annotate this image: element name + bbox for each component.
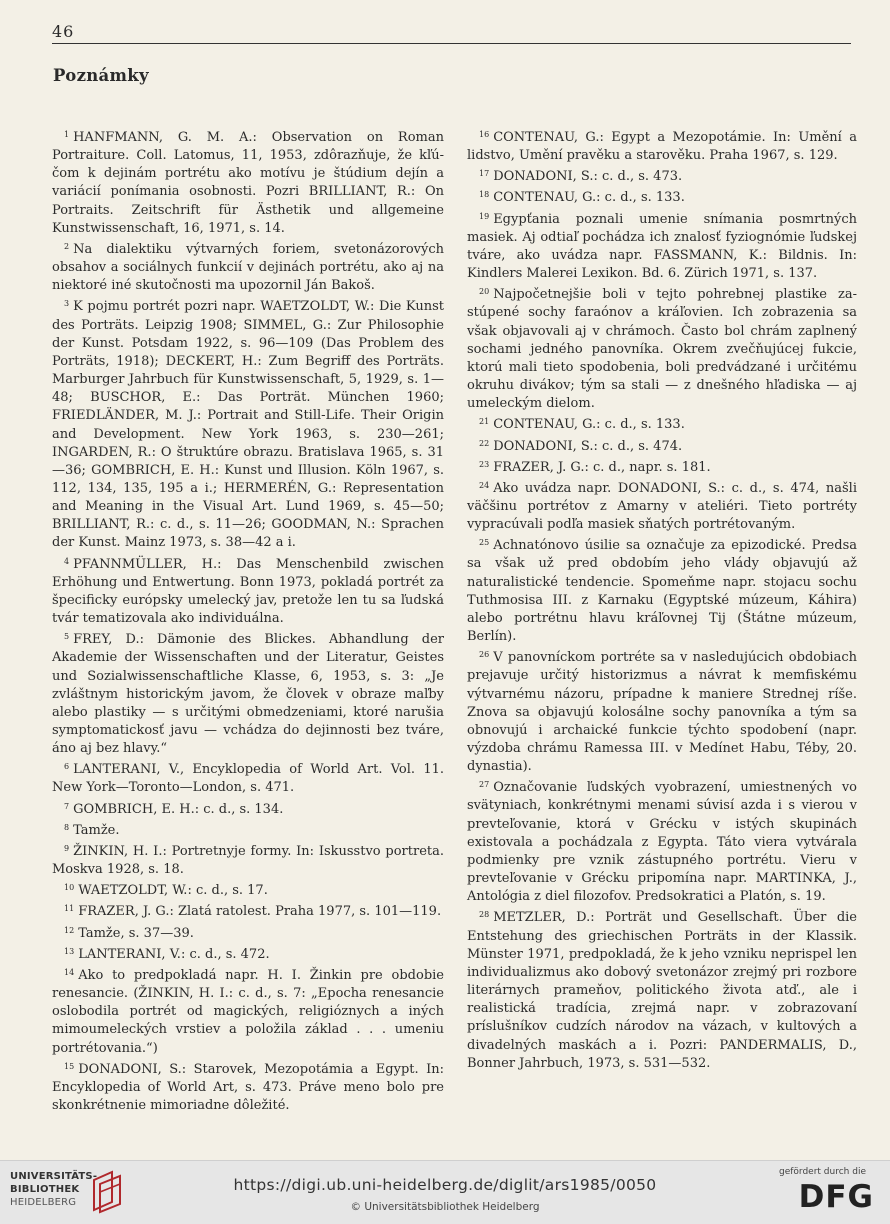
footnote xyxy=(467,126,857,165)
footnote-number: 1 xyxy=(64,130,70,139)
footnote xyxy=(52,964,444,1058)
footnote-text: PFANNMÜLLER, H.: Das Menschenbild zwischen Erhöhung und Entwertung. Bonn 1973, pokladá portrét za špecificky európsky umelecký jav, pretože len tu sa ľudská tvár tematizovala ako individuálna. xyxy=(52,556,444,627)
footnote xyxy=(52,628,444,758)
footnote xyxy=(467,283,857,413)
footnote-text: CONTENAU, G.: c. d., s. 133. xyxy=(493,417,685,433)
dfg-logo[interactable]: DFG xyxy=(798,1179,874,1215)
footnote-text: LANTERANI, V., Encyklopedia of World Art. Vol. 11. New York—Toronto—London, s. 471. xyxy=(52,762,444,796)
footnote xyxy=(467,456,857,477)
header-rule xyxy=(52,43,851,44)
copyright-text: © Universitätsbibliothek Heidelberg xyxy=(350,1201,540,1213)
footnote-number: 17 xyxy=(479,169,490,179)
footnote xyxy=(52,819,444,840)
footnote-text: ŽINKIN, H. I.: Portretnyje formy. In: Iskusstvo portreta. Moskva 1928, s. 18. xyxy=(52,843,444,878)
footnote-text: Tamže, s. 37—39. xyxy=(78,925,194,941)
footnote-number: 7 xyxy=(64,801,70,811)
footnote-number: 15 xyxy=(64,1061,75,1071)
footnote-text: Najpočetnejšie boli v tejto pohrebnej plastike zastúpené sochy faraónov a kráľovien. Ich zobrazenia sa však objavovali aj v chrámoch. Často bol chrám zaplnený sochami jedného panovníka. Okrem zvečňujúcej fukcie, ktorú mali tieto spodobenia, boli predvádzané i určitému okruhu divákov; tým sa stali — z dnešného hľadiska — aj umeleckým dielom. xyxy=(467,287,857,412)
footnote-text: Označovanie ľudských vyobrazení, umiestnených vo svätyniach, konkrétnymi menami súvisí azda i s vierou v prevteľovanie, ktorá v Grécku v istých skupinách existovala a pochádzala z Egypta. Táto viera vytvárala podmienky pre vznik zástupného portrétu. Vieru v prevteľovanie v Grécku pripomína napr. MARTINKA, J., Antológia z diel filozofov. Predsokratici a Platón, s. 19. xyxy=(467,780,857,905)
footnote xyxy=(52,238,444,295)
footnote-text: Achnatónovo úsilie sa označuje za epizodické. Predsa sa však už pred obdobím jeho vlády objavujú až naturalistické tendencie. Spomeňme napr. stojacu sochu Tuthmosisa III. z Karnaku (Egyptské múzeum, Káhira) alebo portrétnu hlavu kráľovnej Tij (Štátne múzeum, Berlín). xyxy=(467,538,857,645)
footnote-number: 19 xyxy=(479,211,490,221)
footnote xyxy=(467,435,857,456)
footnote-number: 26 xyxy=(479,650,490,660)
footnote-number: 6 xyxy=(64,762,70,772)
footnote-text: LANTERANI, V.: c. d., s. 472. xyxy=(78,946,270,962)
footnote xyxy=(467,534,857,646)
footnote-number: 21 xyxy=(479,417,490,427)
funder-caption: gefördert durch die xyxy=(779,1167,866,1177)
footnote-text: HANFMANN, G. M. A.: Observation on Roman Portraiture. Coll. Latomus, 11, 1953, zdôrazňuje, že kľúčom k dejinám portrétu ako motívu je štúdium dejín a variácií ponímania osobnosti. Pozri BRILLIANT, R.: On Portraits. Zeitschrift für Ästhetik und allgemeine Kunstwissenschaft, 16, 1971, s. 14. xyxy=(52,130,444,236)
library-name-line2: BIBLIOTHEK xyxy=(10,1184,80,1195)
footnote-text: WAETZOLDT, W.: c. d., s. 17. xyxy=(78,883,268,899)
footnote xyxy=(467,165,857,186)
footnote xyxy=(467,646,857,776)
library-name-line1: UNIVERSITÄTS- xyxy=(10,1171,98,1182)
footnote xyxy=(467,906,857,1072)
footnote-number: 24 xyxy=(479,480,490,490)
footnote-text: K pojmu portrét pozri napr. WAETZOLDT, W.: Die Kunst des Porträts. Leipzig 1908; SIMMEL, G.: Zur Philosophie der Kunst. Potsdam 1922, s. 96—109 (Das Problem des Porträts, 1918); DECKERT, H.: Zum Begriff des Porträts. Marburger Jahrbuch für Kunstwissenschaft, 5, 1929, s. 1—48; BUSCHOR, E.: Das Porträt. München 1960; FRIEDLÄNDER, M. J.: Portrait and Still-Life. Their Origin and Development. New York 1963, s. 230—261; INGARDEN, R.: O štruktúre obrazu. Bratislava 1965, s. 31—36; GOMBRICH, E. H.: Kunst und Illusion. Köln 1967, s. 112, 134, 135, 195 a i.; HERMERÉN, G.: Representation and Meaning in the Visual Art. Lund 1969, s. 45—50; BRILLIANT, R.: c. d., s. 11—26; GOODMAN, N.: Sprachen der Kunst. Mainz 1973, s. 38—42 a i. xyxy=(52,299,444,551)
footnote-text: FRAZER, J. G.: Zlatá ratolest. Praha 1977, s. 101—119. xyxy=(78,904,442,920)
notes-column-right xyxy=(467,126,857,1073)
footnote-number: 8 xyxy=(64,822,70,832)
footnote xyxy=(467,413,857,434)
section-heading: Poznámky xyxy=(53,66,149,85)
footnote-text: Egypťania poznali umenie snímania posmrtných masiek. Aj odtiaľ pochádza ich znalosť fyziognómie ľudskej tváre, ako uvádza napr. FASSMANN, K.: Bildnis. In: Kindlers Malerei Lexikon. Bd. 6. Zürich 1971, s. 137. xyxy=(467,211,857,282)
footnote-text: DONADONI, S.: Starovek, Mezopotámia a Egypt. In: Encyklopedia of World Art, s. 473. Práve meno bolo pre skonkrétnenie mimoriadne dôležité. xyxy=(52,1061,444,1113)
footnote-number: 18 xyxy=(479,190,490,200)
footnote-text: DONADONI, S.: c. d., s. 474. xyxy=(493,438,683,454)
footnote-text: DONADONI, S.: c. d., s. 473. xyxy=(493,169,683,185)
footnote-number: 14 xyxy=(64,967,75,977)
footnote-text: Ako uvádza napr. DONADONI, S.: c. d., s. 474, našli väčšinu portrétov z Amarny v ateliéri. Tieto portréty vypracúvali podľa masiek sňatých portrétovaným. xyxy=(467,480,857,533)
footnote-number: 25 xyxy=(479,538,490,548)
footnote xyxy=(52,879,444,900)
footnote-number: 4 xyxy=(64,556,70,566)
footnote-number: 12 xyxy=(64,925,75,935)
document-url-link[interactable]: https://digi.ub.uni-heidelberg.de/diglit/ars1985/0050 xyxy=(233,1176,657,1194)
notes-column-left xyxy=(52,126,444,1115)
footnote xyxy=(52,840,444,879)
footnote-number: 27 xyxy=(479,780,490,790)
page-number: 46 xyxy=(52,22,75,41)
footnote-number: 10 xyxy=(64,883,75,893)
footnote-number: 2 xyxy=(64,241,70,251)
footnote-text: Ako to predpokladá napr. H. I. Žinkin pre obdobie renesancie. (ŽINKIN, H. I.: c. d., s. 7: „Epocha renesancie oslobodila portrét od magických, religióznych a iných mimoumeleckých vrstiev a položila základ . . . umeniu portrétovania.“) xyxy=(52,967,444,1056)
footnote xyxy=(52,758,444,797)
footnote xyxy=(467,776,857,906)
footnote-text: CONTENAU, G.: Egypt a Mezopotámie. In: Umění a lidstvo, Umění pravěku a starověku. Praha 1967, s. 129. xyxy=(467,130,857,164)
footnote-number: 23 xyxy=(479,459,490,469)
footnote xyxy=(52,126,444,238)
footnote-number: 22 xyxy=(479,438,490,448)
footnote-text: Tamže. xyxy=(73,822,120,838)
library-name-line3: HEIDELBERG xyxy=(10,1197,77,1208)
footnote xyxy=(52,798,444,819)
footnote-text: METZLER, D.: Porträt und Gesellschaft. Über die Entstehung des griechischen Porträts in der Klassik. Münster 1971, predpokladá, že k jeho vzniku neprispel len individualizmus ako dobový svetonázor zrejmý pri rozbore literárnych prameňov, politického života atď., ale i realistická tradícia, zrejmá napr. v zobrazovaní príslušníkov cudzích národov na vázach, v kultových a divadelných maskách a i. Pozri: PANDERMALIS, D., Bonner Jahrbuch, 1973, s. 531—532. xyxy=(467,910,857,1071)
footnote-number: 20 xyxy=(479,287,490,297)
footnote xyxy=(52,295,444,552)
footnote xyxy=(467,208,857,284)
footnote-number: 16 xyxy=(479,130,490,139)
footnote xyxy=(52,553,444,629)
footnote-text: V panovníckom portréte sa v nasledujúcich obdobiach prejavuje určitý historizmus a návrat k memfiskému výtvarnému názoru, prípadne k maniere Strednej ríše. Znova sa objavujú kolosálne sochy panovníka a tým sa obnovujú i archaické funkcie týchto spodobení (napr. výzdoba chrámu Ramessa III. v Medínet Habu, Téby, 20. dynastia). xyxy=(467,650,857,775)
footnote-number: 5 xyxy=(64,632,70,642)
footnote-number: 28 xyxy=(479,910,490,920)
footnote xyxy=(52,943,444,964)
footnote-text: CONTENAU, G.: c. d., s. 133. xyxy=(493,190,685,206)
footnote-number: 11 xyxy=(64,904,75,914)
viewer-footer xyxy=(0,1160,890,1224)
footnote xyxy=(52,900,444,921)
footnote xyxy=(52,922,444,943)
footnote-number: 3 xyxy=(64,299,70,309)
footnote-text: FREY, D.: Dämonie des Blickes. Abhandlung der Akademie der Wissenschaften und der Literatur, Geistes und Sozialwissenschaftliche Klasse, 6, 1953, s. 3: „Je zvláštnym historickým javom, že človek v obraze maľby alebo plastiky — s určitými obmedzeniami, ktoré narušia symptomatickosť javu — vchádza do dejinnosti bez tváre, áno aj bez hlavy.“ xyxy=(52,632,444,757)
footnote-text: GOMBRICH, E. H.: c. d., s. 134. xyxy=(73,801,284,817)
footnote xyxy=(52,1058,444,1115)
footnote-number: 13 xyxy=(64,946,75,956)
footnote-text: FRAZER, J. G.: c. d., napr. s. 181. xyxy=(493,459,711,475)
footnote xyxy=(467,477,857,534)
footnote-number: 9 xyxy=(64,843,70,853)
footnote-text: Na dialektiku výtvarných foriem, svetonázorových obsahov a sociálnych funkcií v dejinách portrétu, ako aj na niektoré iné skutočnosti ma upozornil Ján Bakoš. xyxy=(52,241,444,294)
footnote xyxy=(467,186,857,207)
